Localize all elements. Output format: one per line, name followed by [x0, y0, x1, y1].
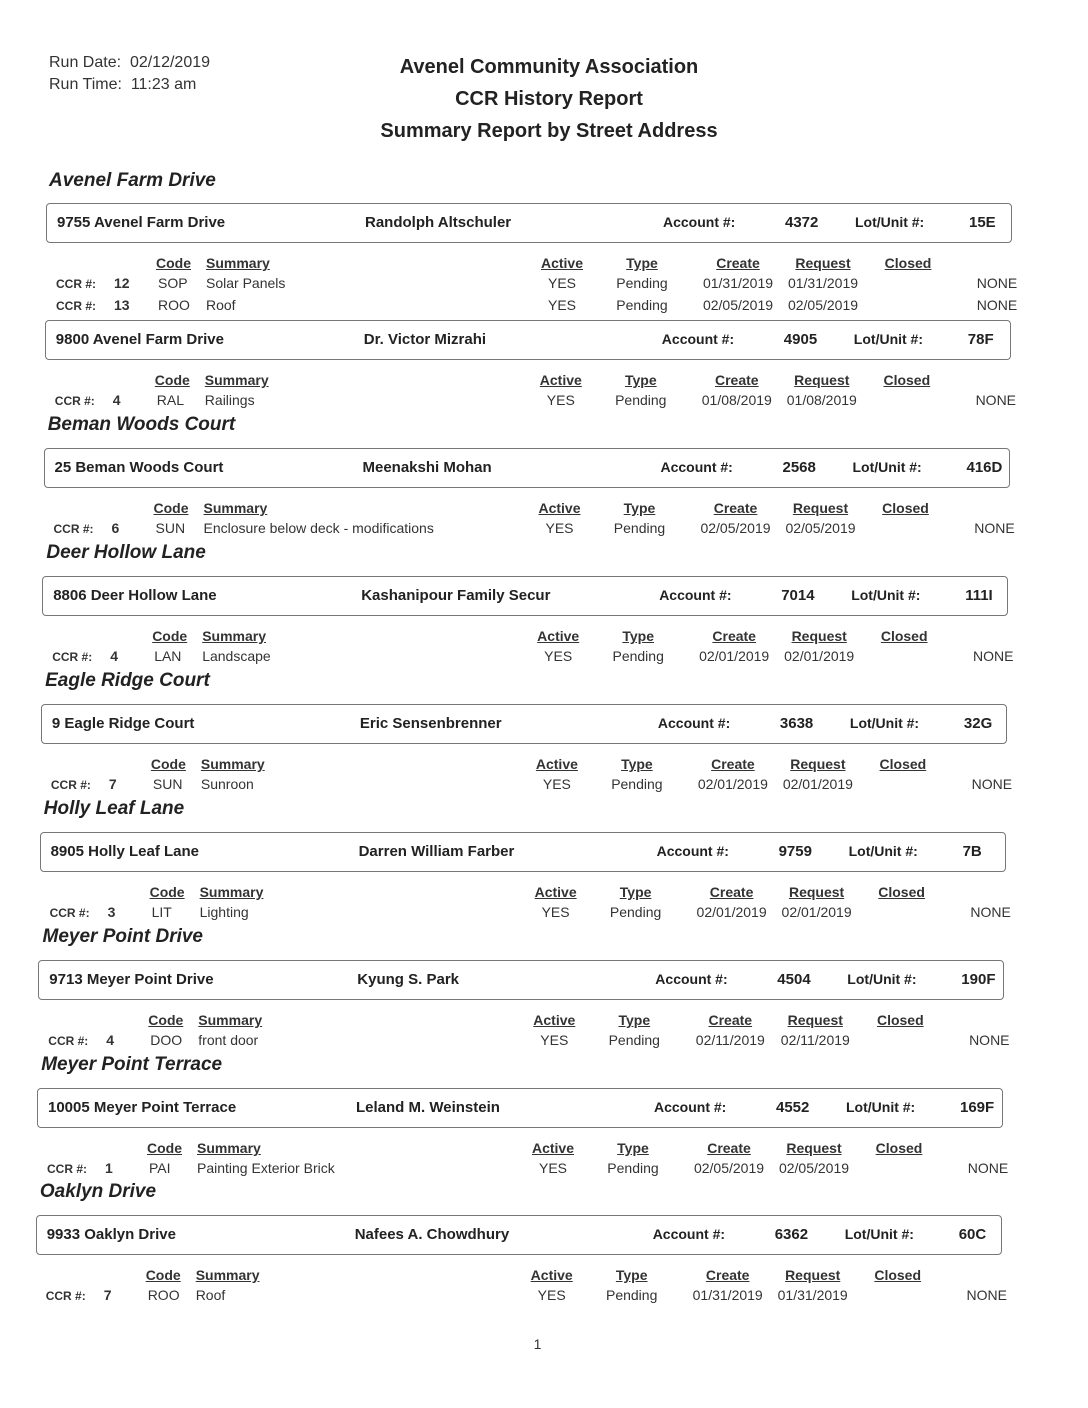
active-header: Active — [533, 1012, 576, 1028]
run-time-label: Run Time: — [49, 76, 122, 93]
ccr-number: 13 — [114, 297, 130, 313]
ccr-label: CCR #: — [56, 277, 97, 291]
owner-name: Dr. Victor Mizrahi — [363, 331, 487, 348]
ccr-number: 6 — [111, 520, 120, 536]
ccr-active: YES — [542, 776, 571, 792]
owner-name: Kashanipour Family Secur — [361, 587, 551, 604]
lot-label: Lot/Unit #: — [847, 971, 917, 987]
code-header: Code — [153, 500, 189, 516]
type-header: Type — [615, 1267, 648, 1283]
closed-header: Closed — [874, 1267, 922, 1283]
ccr-type: Pending — [605, 1287, 658, 1303]
request-header: Request — [792, 500, 849, 516]
closed-header: Closed — [878, 884, 925, 900]
ccr-next-action: NONE — [974, 520, 1015, 536]
request-header: Request — [791, 628, 847, 644]
summary-header: Summary — [200, 756, 265, 772]
ccr-summary: Enclosure below deck - modifications — [203, 520, 434, 536]
property-address: 9755 Avenel Farm Drive — [57, 214, 226, 231]
closed-header: Closed — [882, 500, 929, 516]
lot-number: 190F — [961, 971, 996, 988]
ccr-number: 4 — [106, 1032, 115, 1048]
ccr-create-date: 02/05/2019 — [702, 297, 774, 313]
lot-number: 78F — [967, 331, 994, 348]
request-header: Request — [794, 372, 850, 388]
report-title: CCR History Report — [455, 88, 643, 110]
request-header: Request — [790, 756, 846, 772]
create-header: Create — [709, 884, 754, 900]
request-header: Request — [788, 884, 845, 900]
ccr-code: SUN — [152, 776, 183, 792]
ccr-create-date: 02/05/2019 — [693, 1160, 765, 1176]
summary-header: Summary — [203, 500, 268, 516]
owner-name: Eric Sensenbrenner — [359, 715, 502, 732]
ccr-active: YES — [545, 520, 574, 536]
ccr-code: RAL — [156, 392, 185, 408]
create-header: Create — [708, 1012, 753, 1028]
active-header: Active — [530, 1267, 573, 1283]
lot-number: 416D — [966, 459, 1003, 476]
ccr-code: LAN — [154, 648, 182, 664]
owner-name: Darren William Farber — [358, 843, 515, 860]
property-address: 8905 Holly Leaf Lane — [50, 843, 199, 860]
property-address: 9800 Avenel Farm Drive — [55, 331, 224, 348]
type-header: Type — [617, 1140, 649, 1156]
lot-label: Lot/Unit #: — [853, 331, 924, 347]
street-heading: Eagle Ridge Court — [45, 670, 210, 691]
account-number: 4905 — [783, 331, 818, 348]
active-header: Active — [540, 255, 584, 271]
request-header: Request — [785, 1267, 841, 1283]
closed-header: Closed — [880, 628, 928, 644]
request-header: Request — [787, 1012, 843, 1028]
ccr-create-date: 01/31/2019 — [692, 1287, 763, 1303]
closed-header: Closed — [884, 255, 932, 271]
summary-header: Summary — [202, 628, 266, 644]
lot-label: Lot/Unit #: — [848, 843, 918, 859]
code-header: Code — [150, 756, 186, 772]
request-header: Request — [786, 1140, 842, 1156]
code-header: Code — [147, 1140, 182, 1156]
ccr-number: 7 — [103, 1287, 112, 1303]
type-header: Type — [622, 628, 654, 644]
lot-number: 7B — [962, 843, 982, 860]
account-number: 4552 — [776, 1099, 810, 1116]
lot-label: Lot/Unit #: — [846, 1099, 916, 1115]
account-label: Account #: — [661, 331, 735, 347]
ccr-label: CCR #: — [50, 778, 91, 792]
ccr-active: YES — [546, 392, 575, 408]
ccr-request-date: 02/01/2019 — [784, 648, 855, 664]
ccr-next-action: NONE — [971, 776, 1013, 792]
ccr-type: Pending — [608, 1032, 660, 1048]
ccr-request-date: 01/31/2019 — [777, 1287, 848, 1303]
property-box — [38, 960, 1004, 1000]
account-number: 2568 — [782, 459, 816, 476]
code-header: Code — [156, 255, 191, 271]
ccr-summary: Solar Panels — [206, 275, 286, 291]
ccr-create-date: 02/01/2019 — [697, 776, 768, 792]
ccr-next-action: NONE — [976, 297, 1018, 313]
active-header: Active — [535, 756, 578, 772]
ccr-next-action: NONE — [975, 392, 1017, 408]
ccr-request-date: 02/01/2019 — [782, 776, 853, 792]
create-header: Create — [707, 1140, 751, 1156]
ccr-request-date: 02/05/2019 — [787, 297, 859, 313]
street-heading: Deer Hollow Lane — [46, 542, 206, 563]
closed-header: Closed — [875, 1140, 923, 1156]
owner-name: Kyung S. Park — [357, 971, 459, 988]
page-number: 1 — [533, 1336, 542, 1352]
summary-header: Summary — [204, 372, 269, 388]
lot-number: 111I — [965, 587, 993, 604]
closed-header: Closed — [876, 1012, 924, 1028]
lot-number: 169F — [960, 1099, 995, 1116]
create-header: Create — [711, 756, 755, 772]
ccr-type: Pending — [616, 297, 668, 313]
account-label: Account #: — [663, 214, 736, 230]
owner-name: Nafees A. Chowdhury — [354, 1226, 510, 1243]
property-box — [40, 832, 1006, 872]
ccr-summary: Roof — [206, 297, 236, 313]
account-number: 9759 — [778, 843, 812, 860]
ccr-summary: Roof — [195, 1287, 226, 1303]
summary-header: Summary — [195, 1267, 260, 1283]
account-number: 6362 — [774, 1226, 809, 1243]
closed-header: Closed — [883, 372, 931, 388]
closed-header: Closed — [879, 756, 927, 772]
ccr-type: Pending — [613, 520, 666, 536]
create-header: Create — [712, 628, 756, 644]
create-header: Create — [715, 372, 759, 388]
run-time-value: 11:23 am — [130, 76, 197, 93]
street-heading: Meyer Point Terrace — [41, 1054, 223, 1075]
ccr-number: 4 — [110, 648, 118, 664]
ccr-type: Pending — [607, 1160, 659, 1176]
ccr-active: YES — [544, 648, 573, 664]
ccr-label: CCR #: — [45, 1289, 86, 1303]
code-header: Code — [154, 372, 190, 388]
summary-header: Summary — [206, 255, 270, 271]
ccr-active: YES — [547, 297, 576, 313]
ccr-active: YES — [537, 1287, 566, 1303]
active-header: Active — [531, 1140, 575, 1156]
ccr-request-date: 02/11/2019 — [780, 1032, 850, 1048]
account-label: Account #: — [652, 1226, 726, 1242]
report-subtitle: Summary Report by Street Address — [380, 120, 718, 142]
property-address: 9713 Meyer Point Drive — [49, 971, 214, 988]
ccr-request-date: 01/08/2019 — [786, 392, 857, 408]
lot-number: 15E — [969, 214, 996, 231]
summary-header: Summary — [198, 1012, 263, 1028]
code-header: Code — [148, 1012, 184, 1028]
ccr-summary: Railings — [204, 392, 255, 408]
ccr-code: DOO — [150, 1032, 183, 1048]
owner-name: Meenakshi Mohan — [362, 459, 492, 476]
lot-label: Lot/Unit #: — [852, 459, 922, 475]
ccr-summary: Painting Exterior Brick — [197, 1160, 335, 1176]
property-box — [41, 704, 1007, 744]
account-number: 4504 — [777, 971, 811, 988]
ccr-summary: Lighting — [199, 904, 249, 920]
property-address: 25 Beman Woods Court — [54, 459, 224, 476]
ccr-number: 4 — [112, 392, 121, 408]
create-header: Create — [713, 500, 758, 516]
account-label: Account #: — [657, 715, 731, 731]
create-header: Create — [716, 255, 760, 271]
ccr-type: Pending — [615, 392, 667, 408]
ccr-type: Pending — [612, 648, 664, 664]
ccr-active: YES — [541, 904, 570, 920]
summary-header: Summary — [199, 884, 264, 900]
lot-number: 32G — [963, 715, 993, 732]
account-number: 4372 — [785, 214, 819, 231]
property-address: 9933 Oaklyn Drive — [46, 1226, 176, 1243]
create-header: Create — [705, 1267, 750, 1283]
property-box — [36, 1215, 1002, 1255]
ccr-label: CCR #: — [48, 1034, 89, 1048]
ccr-next-action: NONE — [966, 1287, 1007, 1303]
ccr-next-action: NONE — [976, 275, 1018, 291]
ccr-code: LIT — [151, 904, 172, 920]
code-header: Code — [152, 628, 188, 644]
active-header: Active — [537, 628, 580, 644]
ccr-create-date: 02/11/2019 — [695, 1032, 765, 1048]
account-label: Account #: — [656, 843, 729, 859]
type-header: Type — [619, 884, 652, 900]
ccr-request-date: 01/31/2019 — [787, 275, 859, 291]
ccr-request-date: 02/01/2019 — [781, 904, 852, 920]
property-address: 8806 Deer Hollow Lane — [53, 587, 217, 604]
ccr-code: PAI — [149, 1160, 171, 1176]
account-number: 3638 — [779, 715, 814, 732]
property-box — [45, 320, 1011, 360]
ccr-number: 1 — [105, 1160, 113, 1176]
property-address: 9 Eagle Ridge Court — [51, 715, 195, 732]
account-number: 7014 — [781, 587, 815, 604]
type-header: Type — [626, 255, 658, 271]
ccr-type: Pending — [611, 776, 663, 792]
street-heading: Avenel Farm Drive — [49, 170, 216, 191]
code-header: Code — [149, 884, 185, 900]
ccr-code: SUN — [155, 520, 186, 536]
lot-label: Lot/Unit #: — [849, 715, 920, 731]
account-label: Account #: — [655, 971, 728, 987]
ccr-create-date: 01/08/2019 — [701, 392, 772, 408]
ccr-label: CCR #: — [54, 394, 95, 408]
ccr-number: 12 — [114, 275, 130, 291]
request-header: Request — [795, 255, 851, 271]
ccr-summary: front door — [198, 1032, 259, 1048]
lot-label: Lot/Unit #: — [855, 214, 925, 230]
street-heading: Beman Woods Court — [47, 414, 236, 435]
owner-name: Leland M. Weinstein — [356, 1099, 500, 1116]
type-header: Type — [621, 756, 653, 772]
ccr-next-action: NONE — [970, 904, 1011, 920]
active-header: Active — [538, 500, 581, 516]
ccr-number: 3 — [107, 904, 116, 920]
ccr-create-date: 02/01/2019 — [696, 904, 767, 920]
ccr-request-date: 02/05/2019 — [778, 1160, 850, 1176]
code-header: Code — [145, 1267, 181, 1283]
ccr-code: ROO — [158, 297, 190, 313]
property-box — [44, 448, 1010, 488]
ccr-create-date: 02/01/2019 — [699, 648, 770, 664]
type-header: Type — [618, 1012, 651, 1028]
ccr-label: CCR #: — [52, 650, 93, 664]
property-address: 10005 Meyer Point Terrace — [48, 1099, 237, 1116]
summary-header: Summary — [197, 1140, 261, 1156]
ccr-next-action: NONE — [967, 1160, 1009, 1176]
ccr-code: SOP — [158, 275, 188, 291]
ccr-active: YES — [538, 1160, 567, 1176]
type-header: Type — [623, 500, 656, 516]
lot-number: 60C — [958, 1226, 987, 1243]
account-label: Account #: — [654, 1099, 727, 1115]
ccr-type: Pending — [609, 904, 662, 920]
ccr-summary: Sunroon — [200, 776, 254, 792]
street-heading: Meyer Point Drive — [42, 926, 203, 947]
lot-label: Lot/Unit #: — [844, 1226, 914, 1242]
ccr-next-action: NONE — [972, 648, 1014, 664]
ccr-summary: Landscape — [202, 648, 271, 664]
property-box — [42, 576, 1008, 616]
ccr-label: CCR #: — [49, 906, 90, 920]
ccr-create-date: 01/31/2019 — [702, 275, 774, 291]
account-label: Account #: — [660, 459, 733, 475]
active-header: Active — [539, 372, 582, 388]
run-date-value: 02/12/2019 — [129, 54, 211, 71]
ccr-label: CCR #: — [53, 522, 94, 536]
ccr-next-action: NONE — [969, 1032, 1010, 1048]
ccr-type: Pending — [616, 275, 668, 291]
lot-label: Lot/Unit #: — [851, 587, 921, 603]
active-header: Active — [534, 884, 577, 900]
type-header: Type — [624, 372, 657, 388]
property-box — [46, 203, 1012, 243]
ccr-create-date: 02/05/2019 — [700, 520, 771, 536]
street-heading: Holly Leaf Lane — [43, 798, 185, 819]
property-box — [37, 1088, 1003, 1128]
ccr-request-date: 02/05/2019 — [785, 520, 856, 536]
ccr-active: YES — [540, 1032, 569, 1048]
ccr-label: CCR #: — [56, 299, 97, 313]
ccr-code: ROO — [147, 1287, 180, 1303]
ccr-number: 7 — [108, 776, 117, 792]
ccr-label: CCR #: — [47, 1162, 88, 1176]
owner-name: Randolph Altschuler — [365, 214, 512, 231]
run-date-label: Run Date: — [49, 54, 122, 71]
ccr-active: YES — [547, 275, 576, 291]
account-label: Account #: — [659, 587, 732, 603]
street-heading: Oaklyn Drive — [39, 1181, 157, 1202]
report-org-title: Avenel Community Association — [399, 56, 699, 78]
